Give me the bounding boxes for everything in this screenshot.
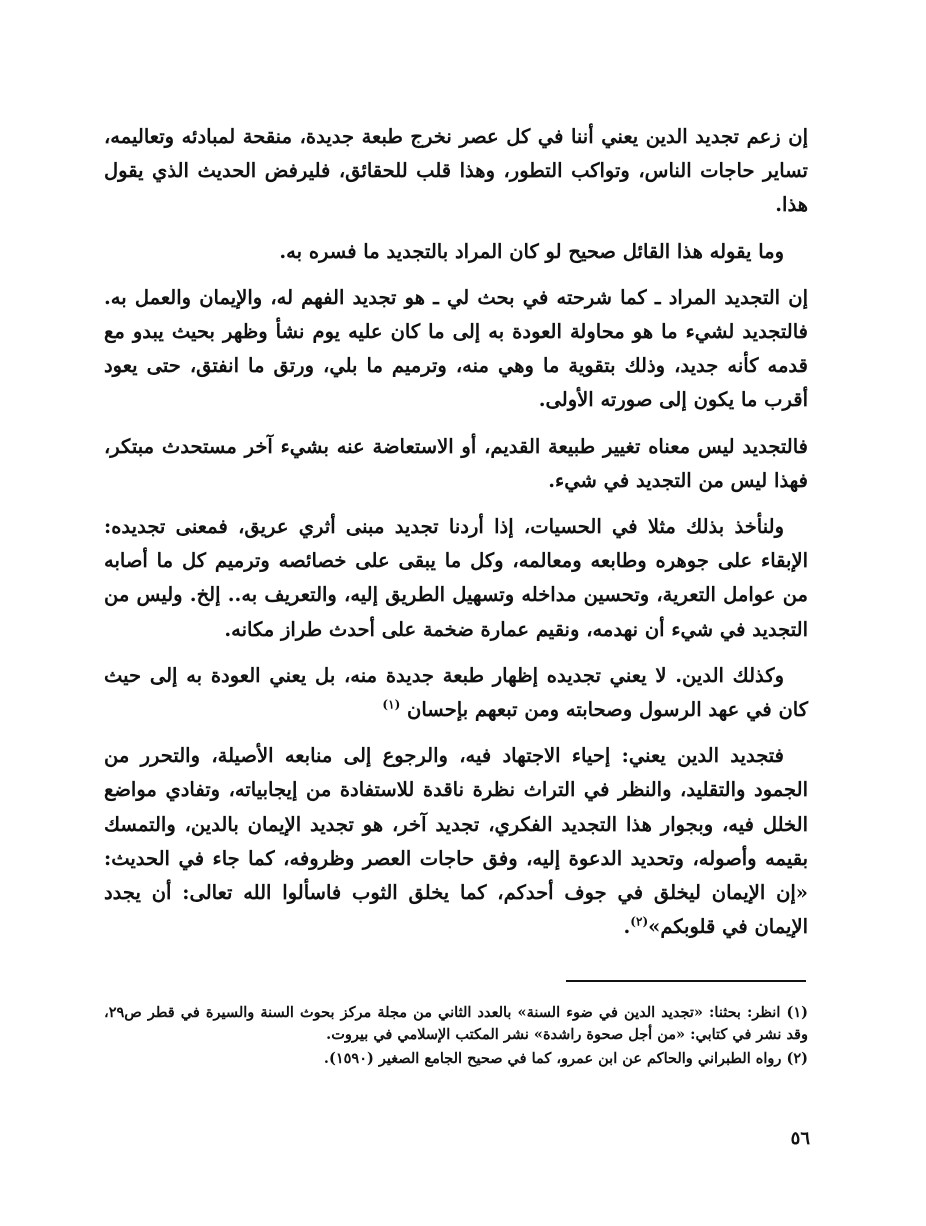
footnotes (104, 1002, 808, 1072)
footnote-ref-2: (٢) (630, 914, 649, 929)
paragraph: فالتجديد ليس معناه تغيير طبيعة القديم، أو الاستعاضة عنه بشيء آخر مستحدث مبتكر، فهذا ليس من التجديد في شيء. (104, 434, 808, 492)
paragraph: إن التجديد المراد ـ كما شرحته في بحث لي ـ هو تجديد الفهم له، والإيمان والعمل به. فالتجديد لشيء ما هو محاولة العودة به إلى ما كان عليه يوم نشأ وظهر بحيث يبدو مع قدمه كأنه جديد، وذلك بتقوية ما وهي منه، وترميم ما بلي، ورتق ما انفتق، حتى يعود أقرب ما يكون إلى صورته الأولى. (104, 285, 808, 412)
page-number: ٥٦ (790, 1128, 810, 1149)
footnote-divider (566, 980, 806, 982)
paragraph: وما يقوله هذا القائل صحيح لو كان المراد بالتجديد ما فسره به. (279, 239, 784, 263)
paragraph-with-footnote-2 (104, 739, 808, 944)
footnote-1: (١) انظر: بحثنا: «تجديد الدين في ضوء السنة» بالعدد الثاني من مجلة مركز بحوث السنة والسيرة في قطر ص٢٩، وقد نشر في كتابي: «من أجل صحوة راشدة» نشر المكتب الإسلامي في بيروت. (104, 1004, 808, 1043)
footnote-2: (٢) رواه الطبراني والحاكم عن ابن عمرو، كما في صحيح الجامع الصغير (١٥٩٠). (323, 1050, 808, 1067)
end-mark: . (623, 915, 631, 939)
paragraph-text: فتجديد الدين يعني: إحياء الاجتهاد فيه، والرجوع إلى منابعه الأصيلة، والتحرر من الجمود والتقليد، والنظر في التراث نظرة ناقدة للاستفادة من إيجابياته، وتفادي مواضع الخلل فيه، وبجوار هذا التجديد الفكري، تجديد آخر، هو تجديد الإيمان بالدين، والتمسك بقيمه وأصوله، وتحديد الدعوة إليه، وفق حاجات العصر وظروفه، كما جاء في الحديث: «إن الإيمان ليخلق في جوف أحدكم، كما يخلق الثوب فاسألوا الله تعالى: أن يجدد الإيمان في قلوبكم» (104, 744, 808, 939)
paragraph-text: وكذلك الدين. لا يعني تجديده إظهار طبعة جديدة منه، بل يعني العودة به إلى حيث كان في عهد الرسول وصحابته ومن تبعهم بإحسان (104, 663, 808, 722)
footnote-ref-1: (١) (382, 697, 401, 712)
paragraph-with-footnote-1 (104, 659, 808, 727)
paragraph: ولنأخذ بذلك مثلا في الحسيات، إذا أردنا تجديد مبنى أثري عريق، فمعنى تجديده: الإبقاء على جوهره وطابعه ومعالمه، وكل ما يبقى على خصائصه وترميم كل ما أصابه من عوامل التعرية، وتحسين مداخله وتسهيل الطريق إليه، والتعريف به.. إلخ. وليس من التجديد في شيء أن نهدمه، ونقيم عمارة ضخمة على أحدث طراز مكانه. (104, 515, 808, 641)
body-text (104, 120, 808, 956)
paragraph: إن زعم تجديد الدين يعني أننا في كل عصر نخرج طبعة جديدة، منقحة لمبادئه وتعاليمه، تساير حاجات الناس، وتواكب التطور، وهذا قلب للحقائق، فليرفض الحديث الذي يقول هذا. (104, 125, 808, 217)
